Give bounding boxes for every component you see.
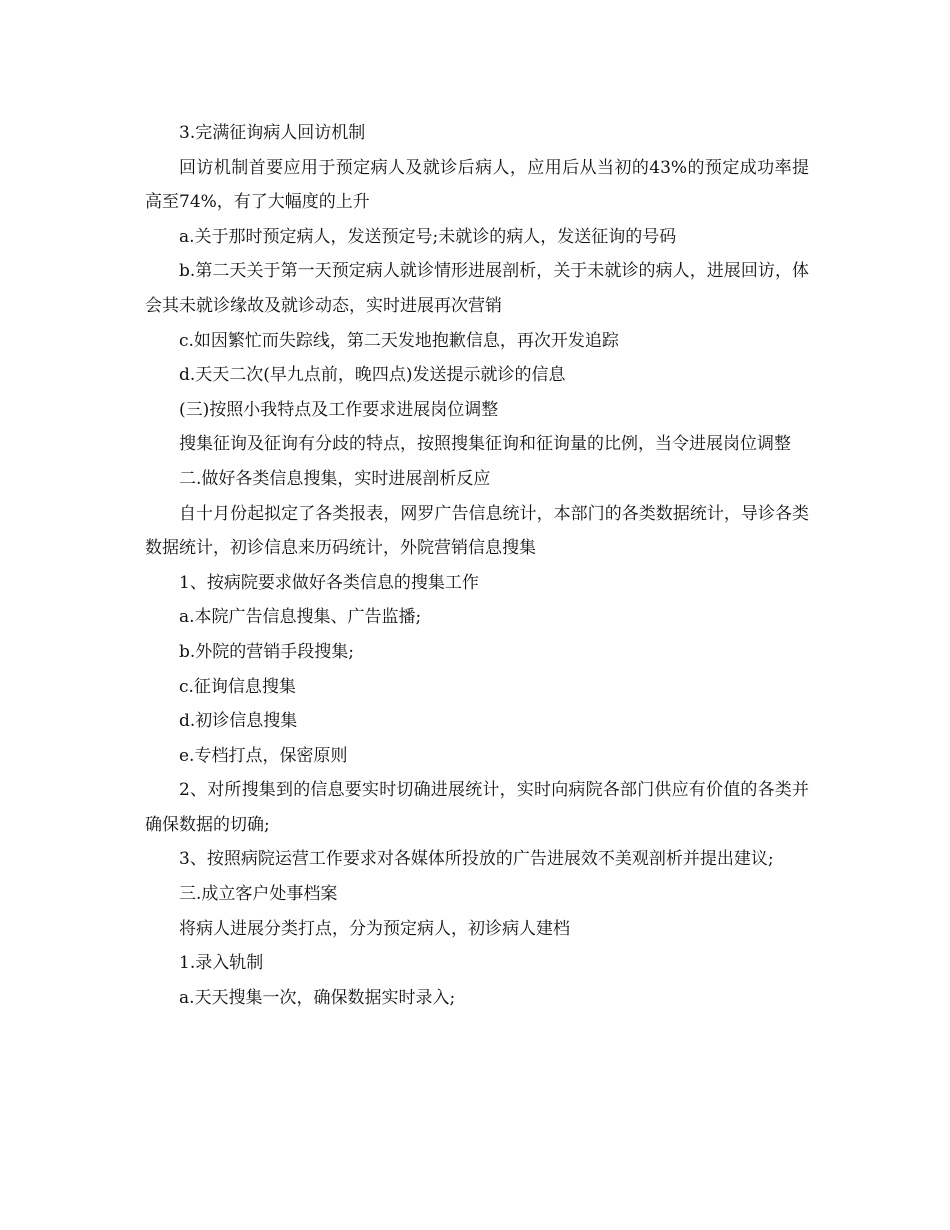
paragraph-position-adjustment: 搜集征询及征询有分歧的特点，按照搜集征询和征询量的比例，当令进展岗位调整 [179, 434, 791, 455]
list-item-d-first-visit: d.初诊信息搜集 [179, 711, 298, 732]
section-heading-customer-archive: 三.成立客户处事档案 [179, 884, 338, 905]
paragraph-followup-description: 回访机制首要应用于预定病人及就诊后病人，应用后从当初的43%的预定成功率提高至74%，有了大幅度的上升 [145, 157, 809, 213]
list-item-e-confidentiality: e.专档打点，保密原则 [179, 745, 348, 766]
list-item-c-apology: c.如因繁忙而失踪线，第二天发地抱歉信息，再次开发追踪 [179, 330, 619, 351]
list-item-1-collection: 1、按病院要求做好各类信息的搜集工作 [179, 572, 479, 593]
list-item-b-marketing: b.外院的营销手段搜集; [179, 641, 355, 662]
list-item-c-consultation: c.征询信息搜集 [179, 676, 296, 697]
list-item-3-ad-analysis: 3、按照病院运营工作要求对各媒体所投放的广告进展效不美观剖析并提出建议; [179, 849, 774, 870]
list-item-a-ads: a.本院广告信息搜集、广告监播; [179, 607, 422, 628]
list-item-d-reminders: d.天天二次(早九点前，晚四点)发送提示就诊的信息 [179, 365, 566, 386]
list-item-2-statistics: 2、对所搜集到的信息要实时切确进展统计，实时向病院各部门供应有价值的各类并确保数据的切确; [145, 780, 809, 835]
list-item-a-daily-collection: a.天天搜集一次，确保数据实时录入; [179, 987, 456, 1008]
section-heading-information-collection: 二.做好各类信息搜集，实时进展剖析反应 [179, 468, 491, 489]
list-item-b-next-day-analysis: b.第二天关于第一天预定病人就诊情形进展剖析，关于未就诊的病人，进展回访，体会其未就诊缘故及就诊动态，实时进展再次营销 [145, 261, 809, 316]
document-page [145, 116, 809, 1015]
paragraph-reports: 自十月份起拟定了各类报表，网罗广告信息统计，本部门的各类数据统计，导诊各类数据统计，初诊信息来历码统计，外院营销信息搜集 [145, 503, 809, 559]
paragraph-classification: 将病人进展分类打点，分为预定病人，初诊病人建档 [179, 918, 570, 939]
section-heading-followup-mechanism: 3.完满征询病人回访机制 [179, 123, 366, 143]
section-heading-position-adjustment: (三)按照小我特点及工作要求进展岗位调整 [179, 399, 499, 420]
list-item-a-reservation: a.关于那时预定病人，发送预定号;未就诊的病人，发送征询的号码 [179, 226, 677, 247]
list-item-1-entry-system: 1.录入轨制 [179, 953, 264, 974]
